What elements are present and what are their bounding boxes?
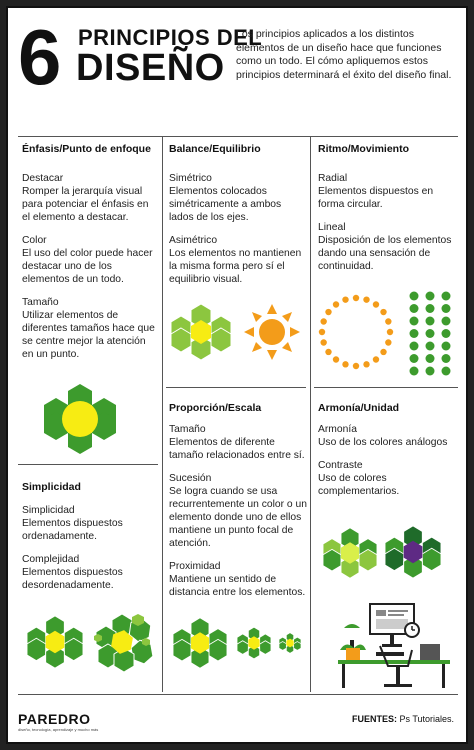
section-heading-proporcion: Proporción/Escala [169,402,262,414]
enfasis-hex-flower-illustration [40,384,120,454]
linear-dot [426,354,435,363]
linear-dot [410,304,419,313]
item-name: Complejidad [22,554,80,565]
item-name: Simplicidad [22,505,75,516]
item-desc: Elementos de diferente tamaño relacionados entre sí. [169,437,305,461]
section-body-proporcion [169,423,309,599]
item-desc: Utilizar elementos de diferentes tamaños hace que se centre mejor la atención en un punto. [22,310,155,360]
linear-dot [410,292,419,301]
sources-label: FUENTES: [352,714,397,724]
radial-dot [342,361,348,367]
linear-dot [442,354,451,363]
sources-credit [352,714,454,724]
divider [18,694,458,695]
item-name: Armonía [318,424,357,435]
section-heading-ritmo: Ritmo/Movimiento [318,143,409,155]
radial-dots-illustration [316,292,396,372]
radial-dot [363,296,369,302]
section-body-enfasis [22,172,158,361]
section-body-ritmo [318,172,458,273]
item-name: Destacar [22,173,64,184]
radial-dot [333,356,339,362]
radial-dot [353,295,359,301]
item-desc: Mantiene un sentido de distancia entre los elementos. [169,574,306,598]
linear-dot [410,367,419,376]
item-name: Tamaño [169,424,206,435]
divider [310,136,311,692]
disordered-hex-flower-illustration [94,612,154,672]
item-name: Color [22,235,47,246]
radial-dot [333,301,339,307]
divider [18,464,158,465]
item-desc: Se logra cuando se usa recurrentemente un color o un elemento donde uno de ellos mantiene un punto focal de atención. [169,486,307,549]
symmetric-hex-flower-illustration [170,302,232,362]
harmony-hex-flower-illustration [322,526,378,580]
proportion-hex-flower-medium-illustration [236,626,272,660]
linear-dot [426,342,435,351]
asymmetric-sun-illustration [244,304,300,360]
item-desc: Disposición de los elementos dando una sensación de continuidad. [318,235,452,272]
radial-dot [325,309,331,315]
section-heading-balance: Balance/Equilibrio [169,143,261,155]
radial-dot [320,339,326,345]
linear-dot [426,292,435,301]
radial-dot [373,356,379,362]
radial-dot [353,363,359,369]
item-desc: Uso de colores complementarios. [318,473,400,497]
section-heading-armonia: Armonía/Unidad [318,402,400,414]
radial-dot [373,301,379,307]
radial-dot [385,339,391,345]
header-title-line2: DISEÑO [76,47,225,89]
linear-dot [410,354,419,363]
item-name: Simétrico [169,173,212,184]
section-body-balance [169,172,307,286]
section-heading-simplicidad: Simplicidad [22,481,81,493]
contrast-hex-flower-illustration [384,524,442,580]
linear-dot [442,304,451,313]
header-intro: Los principios aplicados a los distintos elementos de un diseño hace que funciones como un todo. El cómo apliquemos estos principios determinará el éxito del diseño final. [236,28,452,81]
item-desc: Elementos dispuestos desordenadamente. [22,567,123,591]
linear-dot [426,329,435,338]
divider [162,136,163,692]
proportion-hex-flower-large-illustration [172,616,228,670]
item-name: Contraste [318,460,363,471]
workspace-desk-illustration [336,600,452,690]
radial-dot [363,361,369,367]
divider [166,387,306,388]
radial-dot [342,296,348,302]
item-name: Tamaño [22,297,59,308]
radial-dot [385,318,391,324]
radial-dot [380,349,386,355]
linear-dot [410,329,419,338]
radial-dot [387,329,393,335]
radial-dot [320,318,326,324]
item-desc: El uso del color puede hacer destacar uno de los elementos de un todo. [22,248,153,285]
sources-value: Ps Tutoriales. [399,714,455,724]
linear-dot [426,304,435,313]
linear-dot [442,329,451,338]
paredro-tagline: diseño, tecnología, aprendizaje y mucho más [18,727,99,732]
linear-dot [442,317,451,326]
item-name: Asimétrico [169,235,218,246]
item-desc: Los elementos no mantienen la misma forma pero sí el equilibrio visual. [169,248,302,285]
header-title-line1: PRINCIPIOS DEL [78,25,263,50]
header-number: 6 [18,13,60,101]
ordered-hex-flower-illustration [26,614,84,670]
section-body-armonia [318,423,458,498]
linear-dot [410,342,419,351]
item-desc: Elementos dispuestos en forma circular. [318,186,434,210]
item-desc: Elementos dispuestos ordenadamente. [22,518,123,542]
item-desc: Elementos colocados simétricamente a ambos lados de los ejes. [169,186,282,223]
linear-dot [410,317,419,326]
item-name: Lineal [318,222,346,233]
linear-dots-illustration [406,290,454,376]
item-name: Proximidad [169,561,221,572]
item-desc: Uso de los colores análogos [318,437,448,448]
item-name: Radial [318,173,348,184]
divider [18,136,458,137]
section-heading-enfasis: Énfasis/Punto de enfoque [22,143,151,155]
linear-dot [426,317,435,326]
radial-dot [380,309,386,315]
linear-dot [442,342,451,351]
item-desc: Romper la jerarquía visual para potenciar el énfasis en el elemento a destacar. [22,186,149,223]
radial-dot [325,349,331,355]
linear-dot [442,292,451,301]
paredro-logo: PAREDRO [18,711,91,727]
radial-dot [319,329,325,335]
linear-dot [426,367,435,376]
proportion-hex-flower-small-illustration [278,632,302,654]
section-body-simplicidad [22,504,160,592]
item-name: Sucesión [169,473,212,484]
linear-dot [442,367,451,376]
divider [314,387,458,388]
